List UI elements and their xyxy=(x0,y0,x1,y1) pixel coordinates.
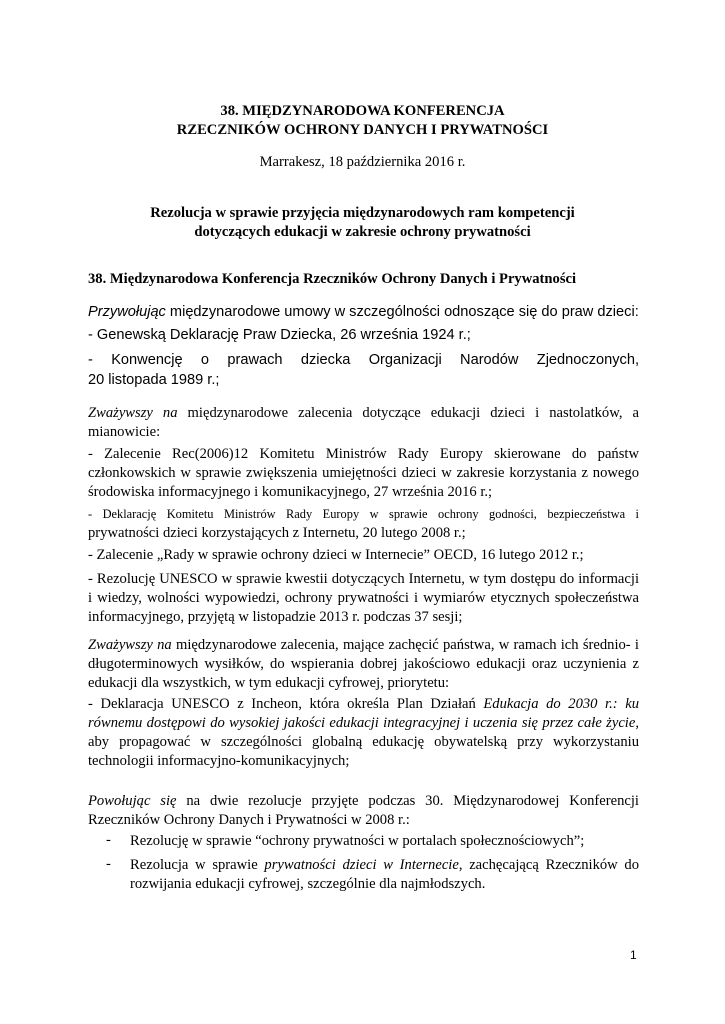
section2-item1: - Zalecenie Rec(2006)12 Komitetu Ministrów Rady Europy skierowane do państw członkowskich w sprawie zwiększenia umiejętności dzieci w zakresie korzystania z nowego środowiska informacyjnego i komunikacyjnego, 27 września 2016 r.; xyxy=(88,446,639,500)
section3-item xyxy=(88,695,639,771)
section4-lead-text: na dwie rezolucje przyjęte podczas 30. Międzynarodowej Konferencji Rzeczników Ochrony Danych i Prywatności w 2008 r.: xyxy=(88,793,639,828)
conference-title xyxy=(0,102,725,140)
section4-bullet1: Rezolucję w sprawie “ochrony prywatności w portalach społecznościowych”; xyxy=(130,833,585,849)
resolution-title xyxy=(0,204,725,242)
conference-title-line2: RZECZNIKÓW OCHRONY DANYCH I PRYWATNOŚCI xyxy=(176,122,549,138)
section2-item4: - Rezolucję UNESCO w sprawie kwestii dotyczących Internetu, w tym dostępu do informacji i wiedzy, wolności wypowiedzi, ochrony prywatności i wymiarów etycznych społeczeństwa informacyjnego, przyjętą w listopadzie 2013 r. podczas 37 sesji; xyxy=(88,571,639,625)
section1-item2 xyxy=(88,350,639,390)
section4-bullet2-text: Rezolucja w sprawie xyxy=(130,857,265,873)
bullet-dash: - xyxy=(106,856,111,872)
section3-item-text: - Deklaracja UNESCO z Incheon, która określa Plan Działań xyxy=(88,696,484,712)
section1-item2-line1: - Konwencję o prawach dziecka Organizacji Narodów Zjednoczonych, xyxy=(88,352,639,368)
section1-lead-text: międzynarodowe umowy w szczególności odnoszące się do praw dzieci: xyxy=(165,304,639,320)
page-number: 1 xyxy=(630,948,637,962)
section2-item3: - Zalecenie „Rady w sprawie ochrony dzieci w Internecie” OECD, 16 lutego 2012 r.; xyxy=(88,547,584,563)
section4-bullet2-italic: prywatności dzieci w Internecie xyxy=(264,857,459,873)
section1-lead-italic: Przywołując xyxy=(88,304,166,320)
section1-item1: - Genewską Deklarację Praw Dziecka, 26 września 1924 r.; xyxy=(88,327,471,343)
section2-lead-italic: Zważywszy na xyxy=(88,405,178,421)
section3-item-text-end: , aby propagować w szczególności globalną edukację obywatelską przy wykorzystaniu technologii informacyjno-komunikacyjnych; xyxy=(88,715,639,769)
section4-bullet2-text-end: , zachęcającą Rzeczników do rozwijania edukacji cyfrowej, szczególnie dla najmłodszych. xyxy=(130,857,640,892)
section3-lead xyxy=(88,636,639,693)
section2-item2 xyxy=(88,505,639,543)
bullet-dash: - xyxy=(106,832,111,848)
section2-item2-line2: prywatności dzieci korzystających z Internetu, 20 lutego 2008 r.; xyxy=(88,525,466,541)
section2-lead-text: międzynarodowe zalecenia dotyczące edukacji dzieci i nastolatków, a mianowicie: xyxy=(88,405,639,440)
section4-lead xyxy=(88,792,639,830)
section4-bullet2 xyxy=(130,856,639,894)
place-date: Marrakesz, 18 października 2016 r. xyxy=(259,154,466,170)
conference-title-line1: 38. MIĘDZYNARODOWA KONFERENCJA xyxy=(220,103,505,119)
section1-lead xyxy=(88,301,639,323)
resolution-title-line1: Rezolucja w sprawie przyjęcia międzynarodowych ram kompetencji xyxy=(150,205,575,221)
section3-lead-text: międzynarodowe zalecenia, mające zachęcić państwa, w ramach ich średnio- i długoterminowych wysiłków, do wspierania dobrej jakościowo edukacji oraz uczynienia z edukacji dla wszystkich, w tym edukacji cyfrowej, priorytetu: xyxy=(88,637,639,691)
section1-item2-line2: 20 listopada 1989 r.; xyxy=(88,372,220,388)
section2-lead xyxy=(88,404,639,442)
conference-heading: 38. Międzynarodowa Konferencja Rzeczników Ochrony Danych i Prywatności xyxy=(88,271,577,287)
section4-lead-italic: Powołując się xyxy=(88,793,177,809)
section3-lead-italic: Zważywszy na xyxy=(88,637,172,653)
resolution-title-line2: dotyczących edukacji w zakresie ochrony prywatności xyxy=(194,224,531,240)
section2-item2-line1: - Deklarację Komitetu Ministrów Rady Europy w sprawie ochrony godności, bezpieczeństwa i xyxy=(88,507,639,521)
section3-item-italic: Edukacja do 2030 r.: ku równemu dostępowi do wysokiej jakości edukacji integracyjnej i uczenia się przez całe życie xyxy=(88,696,639,731)
